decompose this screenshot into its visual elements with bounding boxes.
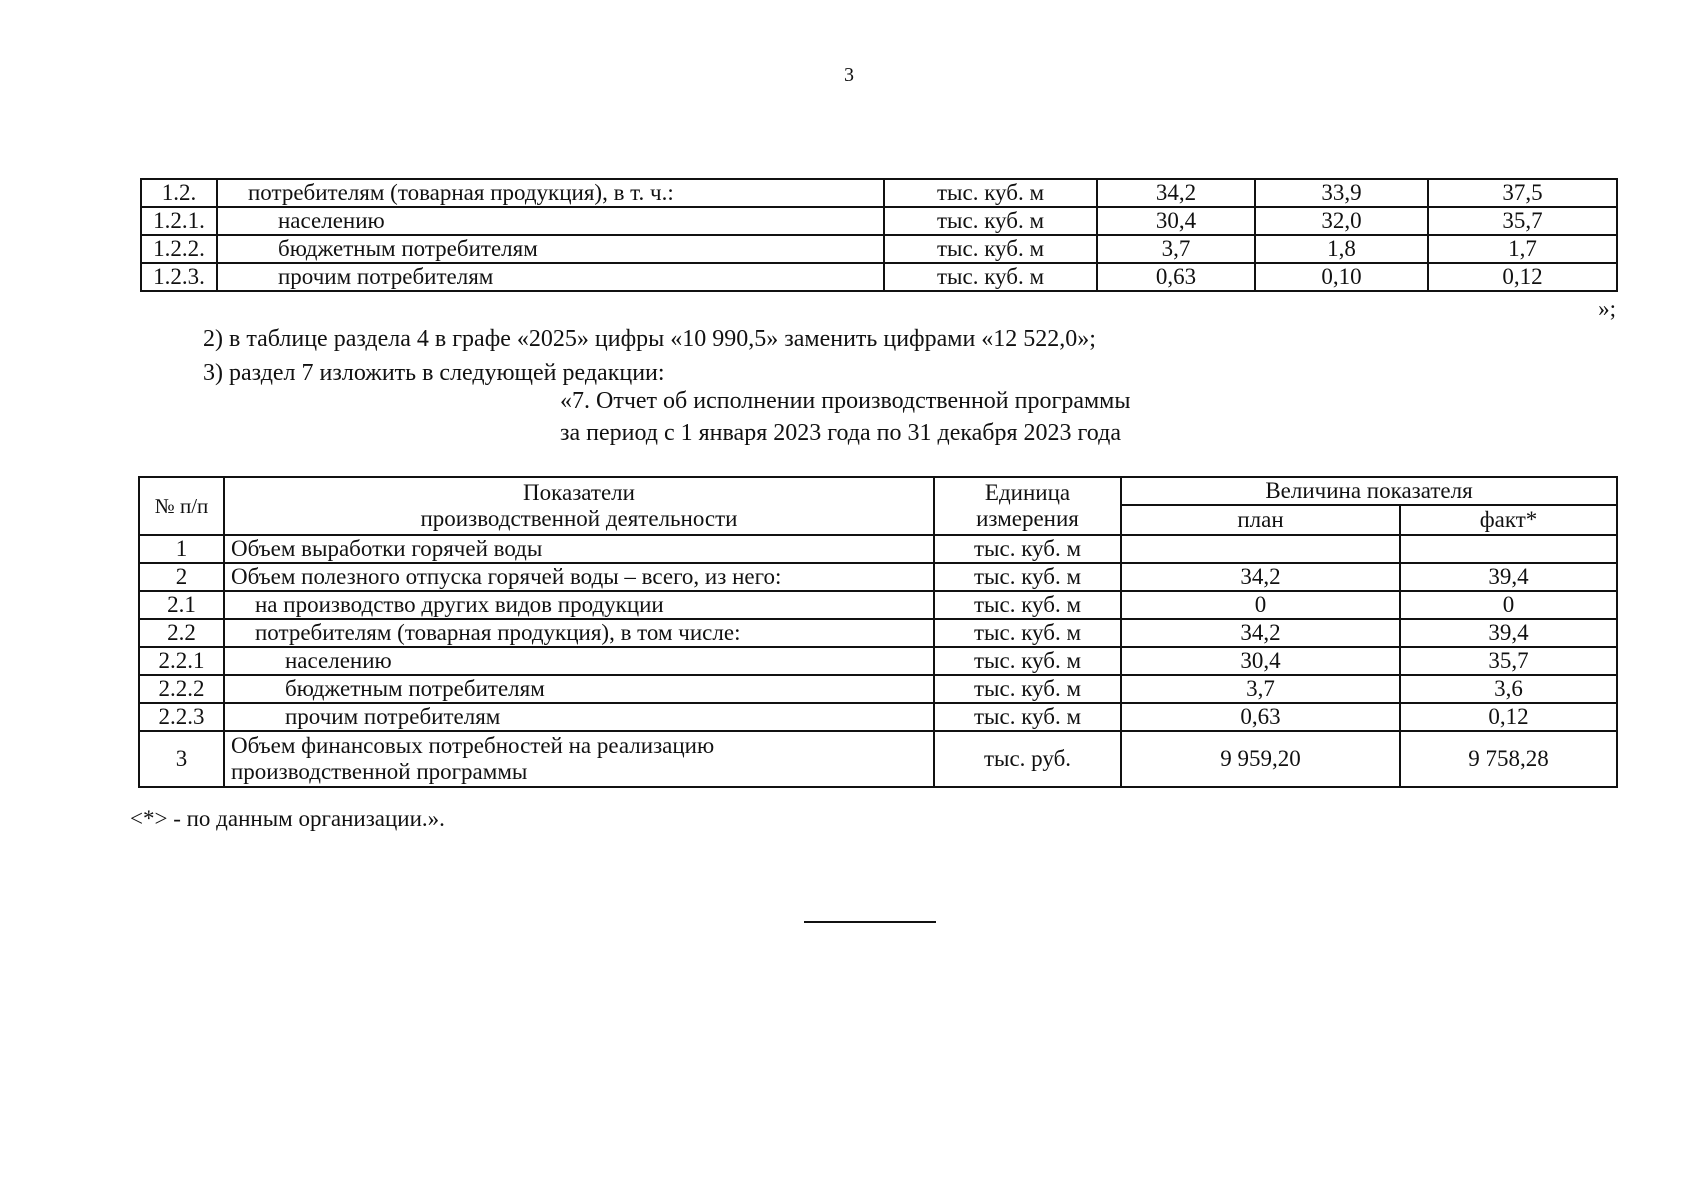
- row-name: потребителям (товарная продукция), в том числе:: [224, 619, 934, 647]
- row-fact: 35,7: [1400, 647, 1617, 675]
- row-value-1: 30,4: [1097, 207, 1255, 235]
- table-row: [139, 647, 1617, 675]
- row-number: 2: [139, 563, 224, 591]
- closing-quote: »;: [1598, 296, 1616, 321]
- row-number: 2.2.1: [139, 647, 224, 675]
- section-title-line-1: «7. Отчет об исполнении производственной программы: [560, 388, 1131, 414]
- row-unit: тыс. куб. м: [934, 703, 1121, 731]
- row-value-3: 1,7: [1428, 235, 1617, 263]
- previous-table-fragment: [140, 178, 1618, 292]
- page-number: 3: [844, 64, 854, 86]
- table-row: [139, 731, 1617, 787]
- paragraph-2: 2) в таблице раздела 4 в графе «2025» цифры «10 990,5» заменить цифрами «12 522,0»;: [203, 326, 1096, 352]
- row-number: 1.2.1.: [141, 207, 217, 235]
- table-row: [141, 207, 1617, 235]
- header-row: [139, 477, 1617, 505]
- row-number: 2.2: [139, 619, 224, 647]
- row-name: бюджетным потребителям: [224, 675, 934, 703]
- header-unit: [934, 477, 1121, 535]
- end-rule: [804, 921, 936, 923]
- paragraph-3: 3) раздел 7 изложить в следующей редакции:: [203, 360, 665, 386]
- row-unit: тыс. куб. м: [934, 591, 1121, 619]
- row-fact: [1400, 535, 1617, 563]
- row-name: [224, 731, 934, 787]
- row-number: 1: [139, 535, 224, 563]
- row-unit: тыс. куб. м: [934, 675, 1121, 703]
- table-row: [139, 563, 1617, 591]
- row-name: потребителям (товарная продукция), в т. ч.:: [217, 179, 884, 207]
- table-row: [139, 675, 1617, 703]
- row-number: 3: [139, 731, 224, 787]
- header-indicator: [224, 477, 934, 535]
- table-row: [141, 263, 1617, 291]
- row-fact: 0: [1400, 591, 1617, 619]
- row-number: 1.2.2.: [141, 235, 217, 263]
- row-value-3: 35,7: [1428, 207, 1617, 235]
- table-row: [139, 591, 1617, 619]
- header-num: № п/п: [139, 477, 224, 535]
- row-plan: 34,2: [1121, 619, 1400, 647]
- row-fact: 39,4: [1400, 619, 1617, 647]
- row-value-1: 34,2: [1097, 179, 1255, 207]
- row-name: прочим потребителям: [217, 263, 884, 291]
- row-fact: 3,6: [1400, 675, 1617, 703]
- footnote: <*> - по данным организации.».: [130, 806, 445, 831]
- header-indicator-line-2: производственной деятельности: [420, 506, 738, 531]
- row-plan: 0,63: [1121, 703, 1400, 731]
- table-row: [141, 179, 1617, 207]
- row-value-2: 32,0: [1255, 207, 1428, 235]
- row-name: прочим потребителям: [224, 703, 934, 731]
- row-name-line-1: Объем финансовых потребностей на реализацию: [231, 733, 715, 758]
- row-unit: тыс. куб. м: [934, 619, 1121, 647]
- row-number: 2.1: [139, 591, 224, 619]
- row-unit: тыс. куб. м: [934, 647, 1121, 675]
- row-plan: 3,7: [1121, 675, 1400, 703]
- row-number: 2.2.2: [139, 675, 224, 703]
- row-value-2: 1,8: [1255, 235, 1428, 263]
- row-plan: 9 959,20: [1121, 731, 1400, 787]
- row-unit: тыс. куб. м: [884, 263, 1097, 291]
- row-name-line-2: производственной программы: [231, 759, 528, 784]
- row-value-3: 0,12: [1428, 263, 1617, 291]
- row-unit: тыс. куб. м: [934, 563, 1121, 591]
- row-unit: тыс. куб. м: [884, 235, 1097, 263]
- table-row: [139, 703, 1617, 731]
- header-unit-line-2: измерения: [976, 506, 1079, 531]
- table-row: [139, 619, 1617, 647]
- row-value-1: 3,7: [1097, 235, 1255, 263]
- row-number: 2.2.3: [139, 703, 224, 731]
- row-unit: тыс. куб. м: [934, 535, 1121, 563]
- row-value-2: 0,10: [1255, 263, 1428, 291]
- header-fact: факт*: [1400, 505, 1617, 535]
- row-name: на производство других видов продукции: [224, 591, 934, 619]
- row-number: 1.2.: [141, 179, 217, 207]
- row-name: населению: [224, 647, 934, 675]
- row-value-3: 37,5: [1428, 179, 1617, 207]
- row-number: 1.2.3.: [141, 263, 217, 291]
- report-table: [138, 476, 1618, 788]
- row-value-1: 0,63: [1097, 263, 1255, 291]
- row-name: бюджетным потребителям: [217, 235, 884, 263]
- row-plan: 0: [1121, 591, 1400, 619]
- row-fact: 39,4: [1400, 563, 1617, 591]
- header-value-group: Величина показателя: [1121, 477, 1617, 505]
- header-unit-line-1: Единица: [984, 480, 1071, 505]
- row-value-2: 33,9: [1255, 179, 1428, 207]
- row-name: населению: [217, 207, 884, 235]
- table-row: [141, 235, 1617, 263]
- row-fact: 0,12: [1400, 703, 1617, 731]
- section-title-line-2: за период с 1 января 2023 года по 31 декабря 2023 года: [560, 420, 1121, 446]
- row-plan: 34,2: [1121, 563, 1400, 591]
- row-fact: 9 758,28: [1400, 731, 1617, 787]
- row-unit: тыс. руб.: [934, 731, 1121, 787]
- row-unit: тыс. куб. м: [884, 207, 1097, 235]
- header-indicator-line-1: Показатели: [523, 480, 635, 505]
- header-plan: план: [1121, 505, 1400, 535]
- row-name: Объем выработки горячей воды: [224, 535, 934, 563]
- table-row: [139, 535, 1617, 563]
- row-plan: 30,4: [1121, 647, 1400, 675]
- row-unit: тыс. куб. м: [884, 179, 1097, 207]
- row-plan: [1121, 535, 1400, 563]
- row-name: Объем полезного отпуска горячей воды – всего, из него:: [224, 563, 934, 591]
